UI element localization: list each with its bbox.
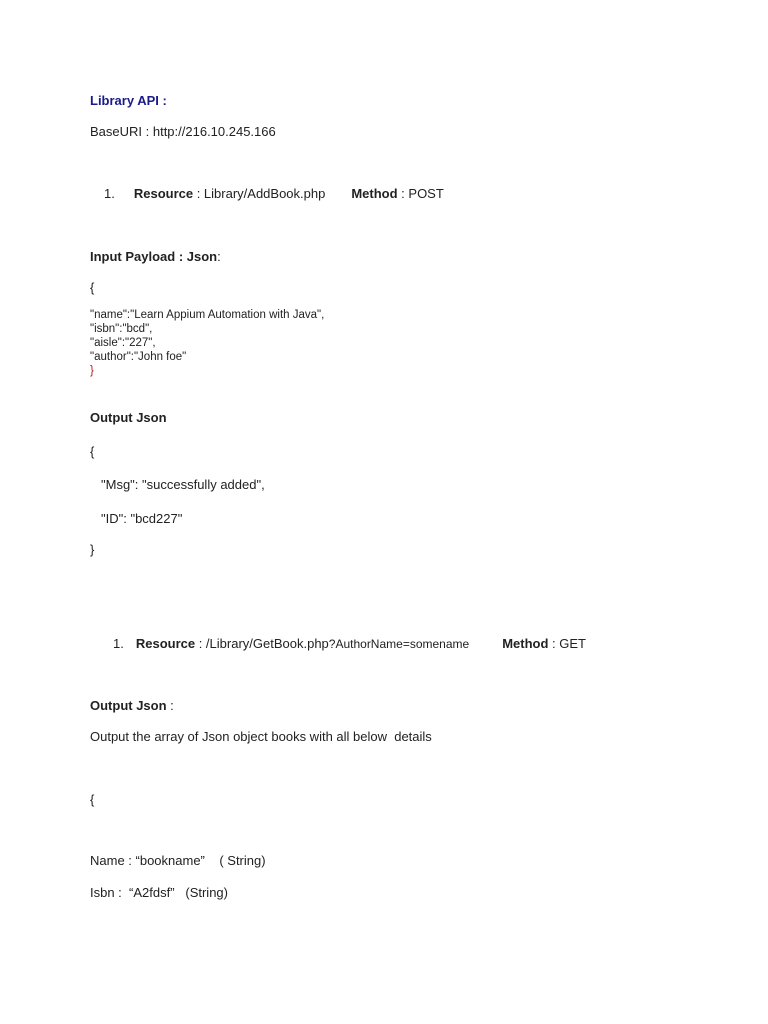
payload-line-author: "author":"John foe" xyxy=(90,351,187,363)
output2-description: Output the array of Json object books with all below details xyxy=(90,729,432,744)
output2-open-brace: { xyxy=(90,792,95,807)
input-payload-heading-suffix: : xyxy=(217,249,221,264)
section1-resource-label: Resource xyxy=(133,186,194,201)
output1-msg-line: "Msg": "successfully added", xyxy=(101,477,265,492)
output-json-heading-2: Output Json xyxy=(90,698,167,713)
input-payload-heading-line xyxy=(90,249,221,265)
section2-number: 1. xyxy=(113,636,124,651)
input-payload-heading: Input Payload : Json xyxy=(90,249,218,264)
output1-id-line: "ID": "bcd227" xyxy=(101,511,183,526)
page-title: Library API : xyxy=(90,93,167,108)
section1-method-label: Method xyxy=(351,186,398,201)
base-uri: BaseURI : http://216.10.245.166 xyxy=(90,124,276,139)
section1-resource-line xyxy=(104,186,444,202)
section1-method-value: : POST xyxy=(397,186,444,201)
output2-name-line: Name : “bookname” ( String) xyxy=(90,853,266,868)
input-payload-open-brace: { xyxy=(90,280,95,295)
output1-close-brace: } xyxy=(90,542,95,557)
section2-resource-label: Resource xyxy=(135,636,196,651)
payload-line-isbn: "isbn":"bcd", xyxy=(90,323,153,335)
output-json-heading-2-line xyxy=(90,698,174,714)
input-payload-close-brace: } xyxy=(90,365,94,377)
payload-line-name: "name":"Learn Appium Automation with Java", xyxy=(90,309,325,321)
output1-open-brace: { xyxy=(90,444,95,459)
section2-resource-line xyxy=(113,636,586,652)
output-json-heading-2-suffix: : xyxy=(166,698,174,713)
output2-isbn-line: Isbn : “A2fdsf” (String) xyxy=(90,885,228,900)
section1-resource-value: : Library/AddBook.php xyxy=(193,186,326,201)
output-json-heading-1: Output Json xyxy=(90,410,167,425)
section2-resource-query: ?AuthorName=somename xyxy=(328,637,470,651)
payload-line-aisle: "aisle":"227", xyxy=(90,337,156,349)
section2-method-value: : GET xyxy=(548,636,586,651)
section2-resource-value: : /Library/GetBook.php xyxy=(195,636,329,651)
section2-method-label: Method xyxy=(502,636,549,651)
section1-number: 1. xyxy=(104,186,115,201)
